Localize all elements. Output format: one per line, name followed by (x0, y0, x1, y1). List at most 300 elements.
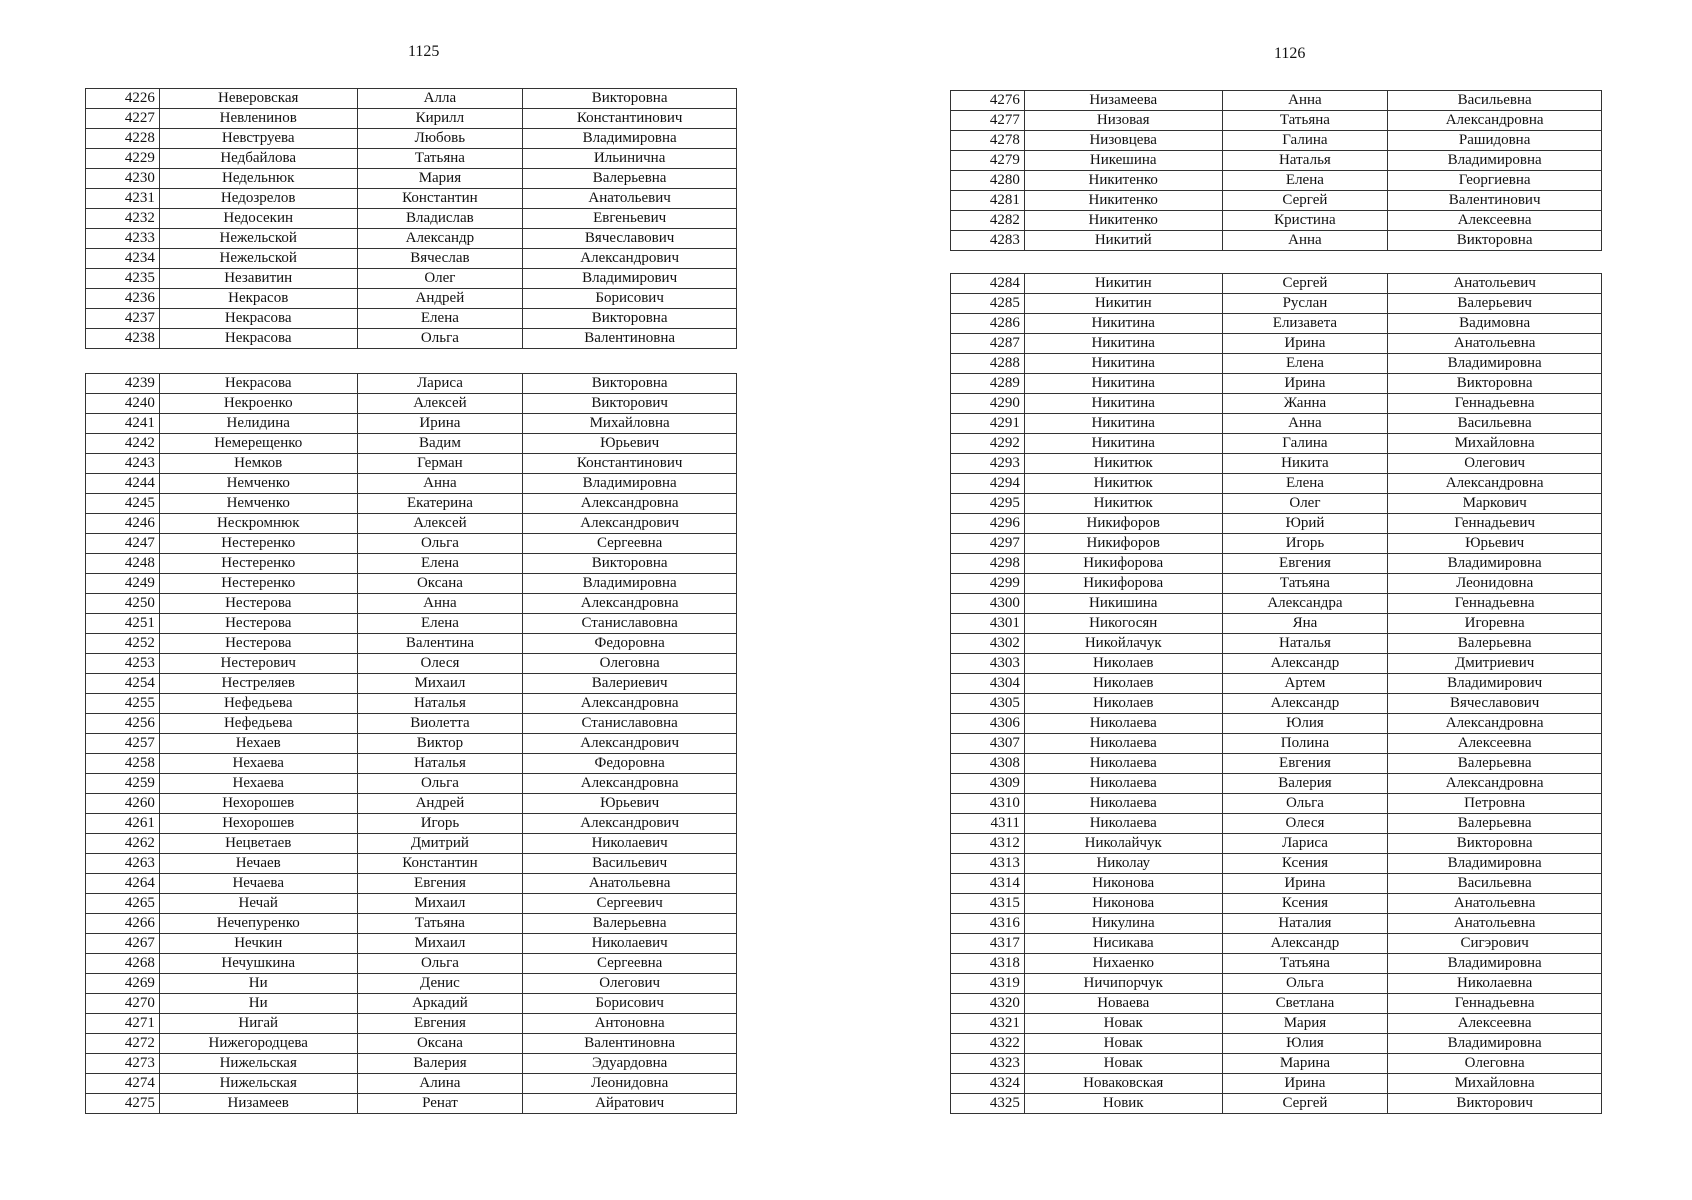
row-number-cell: 4269 (86, 974, 160, 994)
first-name-cell: Ренат (357, 1094, 523, 1114)
surname-cell: Нечкин (159, 934, 357, 954)
patronymic-cell: Юрьевич (1388, 534, 1602, 554)
row-number-cell: 4243 (86, 454, 160, 474)
first-name-cell: Лариса (357, 374, 523, 394)
first-name-cell: Мария (357, 169, 523, 189)
row-number-cell: 4266 (86, 914, 160, 934)
patronymic-cell: Валентинович (1388, 191, 1602, 211)
patronymic-cell: Олегович (1388, 454, 1602, 474)
surname-cell: Нефедьева (159, 714, 357, 734)
patronymic-cell: Вадимовна (1388, 314, 1602, 334)
table-row (951, 794, 1602, 814)
patronymic-cell: Федоровна (523, 754, 737, 774)
table-row (86, 454, 737, 474)
row-number-cell: 4245 (86, 494, 160, 514)
first-name-cell: Алексей (357, 394, 523, 414)
table-row (951, 454, 1602, 474)
patronymic-cell: Викторовна (523, 89, 737, 109)
table-row (86, 1094, 737, 1114)
patronymic-cell: Олеговна (1388, 1054, 1602, 1074)
row-number-cell: 4305 (951, 694, 1025, 714)
first-name-cell: Полина (1222, 734, 1388, 754)
patronymic-cell: Викторовна (1388, 231, 1602, 251)
row-number-cell: 4273 (86, 1054, 160, 1074)
patronymic-cell: Владимировна (1388, 151, 1602, 171)
first-name-cell: Ирина (1222, 1074, 1388, 1094)
row-number-cell: 4247 (86, 534, 160, 554)
first-name-cell: Руслан (1222, 294, 1388, 314)
table-row (951, 151, 1602, 171)
patronymic-cell: Айратович (523, 1094, 737, 1114)
first-name-cell: Евгения (1222, 754, 1388, 774)
first-name-cell: Ольга (357, 329, 523, 349)
row-number-cell: 4293 (951, 454, 1025, 474)
row-number-cell: 4301 (951, 614, 1025, 634)
table-row (86, 934, 737, 954)
row-number-cell: 4277 (951, 111, 1025, 131)
table-row (951, 394, 1602, 414)
patronymic-cell: Александровна (1388, 474, 1602, 494)
table-row (951, 1014, 1602, 1034)
surname-cell: Незавитин (159, 269, 357, 289)
first-name-cell: Анна (1222, 231, 1388, 251)
patronymic-cell: Станиславовна (523, 614, 737, 634)
patronymic-cell: Владимировна (1388, 354, 1602, 374)
row-number-cell: 4248 (86, 554, 160, 574)
row-number-cell: 4282 (951, 211, 1025, 231)
first-name-cell: Анна (1222, 414, 1388, 434)
surname-cell: Никитюк (1024, 494, 1222, 514)
patronymic-cell: Валентиновна (523, 329, 737, 349)
row-number-cell: 4306 (951, 714, 1025, 734)
row-number-cell: 4242 (86, 434, 160, 454)
patronymic-cell: Ильинична (523, 149, 737, 169)
row-number-cell: 4244 (86, 474, 160, 494)
surname-cell: Нечай (159, 894, 357, 914)
patronymic-cell: Дмитриевич (1388, 654, 1602, 674)
row-number-cell: 4315 (951, 894, 1025, 914)
surname-cell: Недосекин (159, 209, 357, 229)
surname-cell: Нестерова (159, 594, 357, 614)
patronymic-cell: Олегович (523, 974, 737, 994)
row-number-cell: 4300 (951, 594, 1025, 614)
table-row (86, 434, 737, 454)
table-row (951, 111, 1602, 131)
first-name-cell: Елена (1222, 171, 1388, 191)
first-name-cell: Алексей (357, 514, 523, 534)
patronymic-cell: Васильевна (1388, 874, 1602, 894)
table-row (86, 694, 737, 714)
first-name-cell: Сергей (1222, 191, 1388, 211)
surname-cell: Низамеева (1024, 91, 1222, 111)
table-row (951, 894, 1602, 914)
patronymic-cell: Михайловна (523, 414, 737, 434)
first-name-cell: Михаил (357, 934, 523, 954)
first-name-cell: Александр (1222, 654, 1388, 674)
row-number-cell: 4265 (86, 894, 160, 914)
patronymic-cell: Валентиновна (523, 1034, 737, 1054)
surname-cell: Низовая (1024, 111, 1222, 131)
surname-cell: Никифорова (1024, 574, 1222, 594)
patronymic-cell: Леонидовна (1388, 574, 1602, 594)
surname-cell: Нечаева (159, 874, 357, 894)
table-row (951, 854, 1602, 874)
patronymic-cell: Александрович (523, 814, 737, 834)
surname-cell: Никитина (1024, 374, 1222, 394)
patronymic-cell: Валерьевна (523, 169, 737, 189)
table-row (951, 874, 1602, 894)
row-number-cell: 4299 (951, 574, 1025, 594)
patronymic-cell: Владимировна (1388, 1034, 1602, 1054)
row-number-cell: 4324 (951, 1074, 1025, 1094)
row-number-cell: 4239 (86, 374, 160, 394)
row-number-cell: 4275 (86, 1094, 160, 1114)
first-name-cell: Татьяна (1222, 954, 1388, 974)
first-name-cell: Артем (1222, 674, 1388, 694)
row-number-cell: 4229 (86, 149, 160, 169)
row-number-cell: 4240 (86, 394, 160, 414)
row-number-cell: 4260 (86, 794, 160, 814)
patronymic-cell: Анатольевич (523, 189, 737, 209)
surname-cell: Нехорошев (159, 794, 357, 814)
patronymic-cell: Викторович (523, 394, 737, 414)
first-name-cell: Константин (357, 854, 523, 874)
table-row (86, 514, 737, 534)
patronymic-cell: Владимирович (1388, 674, 1602, 694)
surname-cell: Нежельской (159, 249, 357, 269)
table-row (86, 654, 737, 674)
first-name-cell: Татьяна (357, 914, 523, 934)
first-name-cell: Ирина (1222, 334, 1388, 354)
surname-cell: Некроенко (159, 394, 357, 414)
row-number-cell: 4317 (951, 934, 1025, 954)
row-number-cell: 4292 (951, 434, 1025, 454)
patronymic-cell: Эдуардовна (523, 1054, 737, 1074)
row-number-cell: 4314 (951, 874, 1025, 894)
surname-cell: Ни (159, 994, 357, 1014)
table-row (86, 534, 737, 554)
patronymic-cell: Евгеньевич (523, 209, 737, 229)
row-number-cell: 4288 (951, 354, 1025, 374)
surname-cell: Низовцева (1024, 131, 1222, 151)
surname-cell: Недбайлова (159, 149, 357, 169)
surname-cell: Николаева (1024, 754, 1222, 774)
patronymic-cell: Олеговна (523, 654, 737, 674)
first-name-cell: Вячеслав (357, 249, 523, 269)
surname-cell: Николайчук (1024, 834, 1222, 854)
row-number-cell: 4309 (951, 774, 1025, 794)
table-row (951, 294, 1602, 314)
patronymic-cell: Валерьевич (1388, 294, 1602, 314)
table-row (86, 394, 737, 414)
surname-cell: Нечаев (159, 854, 357, 874)
first-name-cell: Елена (1222, 474, 1388, 494)
first-name-cell: Елена (357, 614, 523, 634)
row-number-cell: 4234 (86, 249, 160, 269)
patronymic-cell: Алексеевна (1388, 734, 1602, 754)
first-name-cell: Ольга (357, 774, 523, 794)
table-row (951, 171, 1602, 191)
patronymic-cell: Геннадьевна (1388, 394, 1602, 414)
table-row (86, 594, 737, 614)
row-number-cell: 4294 (951, 474, 1025, 494)
patronymic-cell: Александровна (523, 494, 737, 514)
table-row (86, 374, 737, 394)
first-name-cell: Елена (357, 309, 523, 329)
first-name-cell: Никита (1222, 454, 1388, 474)
surname-cell: Нехаев (159, 734, 357, 754)
surname-cell: Новак (1024, 1034, 1222, 1054)
row-number-cell: 4261 (86, 814, 160, 834)
table-row (951, 1094, 1602, 1114)
patronymic-cell: Александровна (523, 774, 737, 794)
first-name-cell: Олеся (1222, 814, 1388, 834)
patronymic-cell: Александровна (1388, 111, 1602, 131)
surname-cell: Никитенко (1024, 171, 1222, 191)
first-name-cell: Жанна (1222, 394, 1388, 414)
surname-cell: Никулина (1024, 914, 1222, 934)
surname-cell: Никитюк (1024, 454, 1222, 474)
surname-cell: Немерещенко (159, 434, 357, 454)
surname-cell: Нижегородцева (159, 1034, 357, 1054)
surname-cell: Никишина (1024, 594, 1222, 614)
surname-cell: Никифоров (1024, 534, 1222, 554)
surname-cell: Никонова (1024, 894, 1222, 914)
surname-cell: Ни (159, 974, 357, 994)
table-row (951, 1074, 1602, 1094)
patronymic-cell: Леонидовна (523, 1074, 737, 1094)
surname-cell: Нежельской (159, 229, 357, 249)
table-row (86, 914, 737, 934)
first-name-cell: Анна (357, 474, 523, 494)
table-row (86, 129, 737, 149)
patronymic-cell: Владимирович (523, 269, 737, 289)
first-name-cell: Кристина (1222, 211, 1388, 231)
row-number-cell: 4233 (86, 229, 160, 249)
table-row (86, 289, 737, 309)
table-row (86, 554, 737, 574)
row-number-cell: 4251 (86, 614, 160, 634)
row-number-cell: 4323 (951, 1054, 1025, 1074)
row-number-cell: 4231 (86, 189, 160, 209)
table-row (951, 974, 1602, 994)
surname-cell: Нечушкина (159, 954, 357, 974)
first-name-cell: Александра (1222, 594, 1388, 614)
row-number-cell: 4226 (86, 89, 160, 109)
patronymic-cell: Игоревна (1388, 614, 1602, 634)
page-number: 1126 (1274, 45, 1306, 62)
first-name-cell: Игорь (357, 814, 523, 834)
first-name-cell: Елена (357, 554, 523, 574)
table-row (951, 994, 1602, 1014)
surname-cell: Нечепуренко (159, 914, 357, 934)
patronymic-cell: Александровна (1388, 774, 1602, 794)
table-row (951, 614, 1602, 634)
table-row (86, 634, 737, 654)
first-name-cell: Любовь (357, 129, 523, 149)
patronymic-cell: Владимировна (1388, 854, 1602, 874)
table-row (951, 834, 1602, 854)
row-number-cell: 4249 (86, 574, 160, 594)
table-row (86, 209, 737, 229)
first-name-cell: Наталья (357, 754, 523, 774)
table-row (951, 734, 1602, 754)
surname-cell: Нехаева (159, 754, 357, 774)
table-row (951, 91, 1602, 111)
row-number-cell: 4296 (951, 514, 1025, 534)
table-row (951, 274, 1602, 294)
first-name-cell: Ирина (1222, 374, 1388, 394)
row-number-cell: 4321 (951, 1014, 1025, 1034)
row-number-cell: 4270 (86, 994, 160, 1014)
first-name-cell: Кирилл (357, 109, 523, 129)
table-row (86, 834, 737, 854)
table-row (86, 1054, 737, 1074)
table-row (951, 494, 1602, 514)
patronymic-cell: Валерьевна (523, 914, 737, 934)
patronymic-cell: Владимировна (523, 574, 737, 594)
table-row (951, 694, 1602, 714)
patronymic-cell: Федоровна (523, 634, 737, 654)
patronymic-cell: Николаевич (523, 834, 737, 854)
surname-cell: Николаев (1024, 694, 1222, 714)
surname-cell: Нестерова (159, 614, 357, 634)
patronymic-cell: Владимировна (523, 474, 737, 494)
table-row (86, 994, 737, 1014)
row-number-cell: 4241 (86, 414, 160, 434)
surname-cell: Невструева (159, 129, 357, 149)
patronymic-cell: Анатольевич (1388, 274, 1602, 294)
first-name-cell: Татьяна (1222, 111, 1388, 131)
row-number-cell: 4298 (951, 554, 1025, 574)
row-number-cell: 4295 (951, 494, 1025, 514)
table-row (86, 614, 737, 634)
patronymic-cell: Маркович (1388, 494, 1602, 514)
first-name-cell: Андрей (357, 794, 523, 814)
surname-cell: Никитина (1024, 414, 1222, 434)
first-name-cell: Александр (357, 229, 523, 249)
surname-cell: Нигай (159, 1014, 357, 1034)
table-row (951, 514, 1602, 534)
first-name-cell: Ольга (357, 534, 523, 554)
row-number-cell: 4232 (86, 209, 160, 229)
patronymic-cell: Станиславовна (523, 714, 737, 734)
first-name-cell: Александр (1222, 934, 1388, 954)
surname-cell: Николаева (1024, 774, 1222, 794)
surname-cell: Новак (1024, 1054, 1222, 1074)
first-name-cell: Евгения (357, 874, 523, 894)
patronymic-cell: Владимировна (1388, 954, 1602, 974)
surname-cell: Никонова (1024, 874, 1222, 894)
patronymic-cell: Борисович (523, 289, 737, 309)
table-row (951, 231, 1602, 251)
surname-cell: Новик (1024, 1094, 1222, 1114)
table-row (86, 329, 737, 349)
first-name-cell: Игорь (1222, 534, 1388, 554)
table-row (86, 774, 737, 794)
names-table (950, 90, 1602, 251)
table-row (951, 474, 1602, 494)
first-name-cell: Лариса (1222, 834, 1388, 854)
first-name-cell: Светлана (1222, 994, 1388, 1014)
patronymic-cell: Алексеевна (1388, 211, 1602, 231)
table-row (951, 754, 1602, 774)
surname-cell: Никитина (1024, 334, 1222, 354)
patronymic-cell: Борисович (523, 994, 737, 1014)
first-name-cell: Дмитрий (357, 834, 523, 854)
row-number-cell: 4322 (951, 1034, 1025, 1054)
table-row (951, 594, 1602, 614)
row-number-cell: 4236 (86, 289, 160, 309)
first-name-cell: Анна (1222, 91, 1388, 111)
patronymic-cell: Алексеевна (1388, 1014, 1602, 1034)
surname-cell: Нижельская (159, 1054, 357, 1074)
table-row (86, 169, 737, 189)
row-number-cell: 4268 (86, 954, 160, 974)
first-name-cell: Евгения (1222, 554, 1388, 574)
row-number-cell: 4250 (86, 594, 160, 614)
first-name-cell: Ирина (357, 414, 523, 434)
first-name-cell: Татьяна (1222, 574, 1388, 594)
row-number-cell: 4319 (951, 974, 1025, 994)
surname-cell: Нескромнюк (159, 514, 357, 534)
surname-cell: Нелидина (159, 414, 357, 434)
surname-cell: Недельнюк (159, 169, 357, 189)
patronymic-cell: Геннадьевна (1388, 594, 1602, 614)
table-row (86, 894, 737, 914)
row-number-cell: 4289 (951, 374, 1025, 394)
table-row (86, 309, 737, 329)
first-name-cell: Евгения (357, 1014, 523, 1034)
surname-cell: Николаева (1024, 814, 1222, 834)
first-name-cell: Елизавета (1222, 314, 1388, 334)
table-row (86, 954, 737, 974)
page-number: 1125 (408, 43, 440, 60)
patronymic-cell: Александрович (523, 514, 737, 534)
patronymic-cell: Валериевич (523, 674, 737, 694)
table-row (86, 674, 737, 694)
surname-cell: Никитина (1024, 354, 1222, 374)
patronymic-cell: Михайловна (1388, 434, 1602, 454)
first-name-cell: Виолетта (357, 714, 523, 734)
surname-cell: Некрасова (159, 374, 357, 394)
first-name-cell: Юлия (1222, 714, 1388, 734)
surname-cell: Неверовская (159, 89, 357, 109)
patronymic-cell: Викторовна (523, 374, 737, 394)
row-number-cell: 4267 (86, 934, 160, 954)
table-row (86, 814, 737, 834)
row-number-cell: 4318 (951, 954, 1025, 974)
row-number-cell: 4230 (86, 169, 160, 189)
first-name-cell: Валерия (357, 1054, 523, 1074)
surname-cell: Никогосян (1024, 614, 1222, 634)
first-name-cell: Сергей (1222, 274, 1388, 294)
table-row (86, 754, 737, 774)
table-row (86, 574, 737, 594)
surname-cell: Никитин (1024, 274, 1222, 294)
table-row (951, 914, 1602, 934)
table-row (951, 634, 1602, 654)
row-number-cell: 4271 (86, 1014, 160, 1034)
row-number-cell: 4264 (86, 874, 160, 894)
surname-cell: Немченко (159, 474, 357, 494)
row-number-cell: 4310 (951, 794, 1025, 814)
surname-cell: Нехорошев (159, 814, 357, 834)
patronymic-cell: Сергеевич (523, 894, 737, 914)
patronymic-cell: Александрович (523, 249, 737, 269)
surname-cell: Нецветаев (159, 834, 357, 854)
row-number-cell: 4313 (951, 854, 1025, 874)
